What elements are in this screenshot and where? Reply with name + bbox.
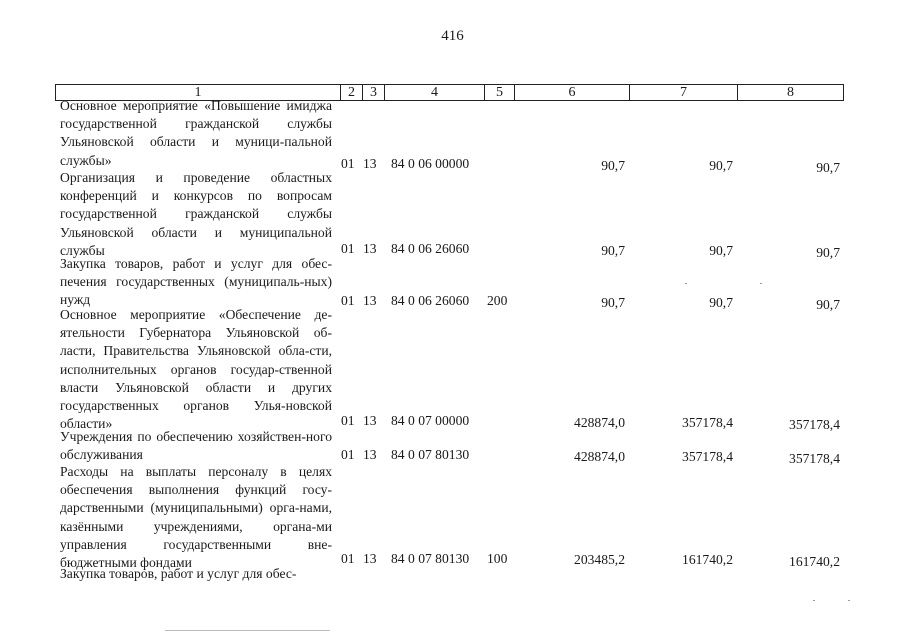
row-description: Закупка товаров, работ и услуг для обес- (60, 566, 297, 581)
row-target-code: 84 0 06 26060 (391, 241, 470, 256)
row-amount-col7: 161740,2 (682, 552, 733, 567)
header-col-4: 4 (385, 85, 485, 100)
row-section-code: 01 (341, 241, 355, 256)
row-target-code: 84 0 07 80130 (391, 447, 470, 462)
row-target-code: 84 0 06 00000 (391, 156, 470, 171)
row-description: Организация и проведение областных конференций и конкурсов по вопросам государственной гражданской службы Ульяновской области и муниципальной службы (60, 170, 332, 258)
row-amount-col7: 357178,4 (682, 449, 733, 464)
scan-speck (685, 283, 687, 284)
row-description: Основное мероприятие «Обеспечение де-ятельности Губернатора Ульяновской об-ласти, Правительства Ульяновской обла-сти, исполнительных органов государ-ственной власти Ульяновской области и других государственных органов Улья-новской области» (60, 307, 332, 432)
row-target-code: 84 0 06 26060 (391, 293, 470, 308)
page-number: 416 (441, 28, 464, 44)
row-section-code: 01 (341, 447, 355, 462)
row-amount-col6: 90,7 (601, 243, 625, 258)
row-amount-col8: 357178,4 (789, 451, 840, 466)
row-subsection-code: 13 (363, 241, 377, 256)
row-subsection-code: 13 (363, 447, 377, 462)
row-target-code: 84 0 07 80130 (391, 551, 470, 566)
row-subsection-code: 13 (363, 551, 377, 566)
scan-speck (813, 600, 815, 601)
row-amount-col6: 428874,0 (574, 449, 625, 464)
row-section-code: 01 (341, 156, 355, 171)
row-target-code: 84 0 07 00000 (391, 413, 470, 428)
row-amount-col7: 90,7 (709, 158, 733, 173)
row-subsection-code: 13 (363, 413, 377, 428)
row-expense-type: 200 (487, 293, 508, 308)
row-amount-col8: 90,7 (816, 245, 840, 260)
header-col-2: 2 (341, 85, 363, 100)
row-section-code: 01 (341, 413, 355, 428)
row-amount-col6: 203485,2 (574, 552, 625, 567)
header-col-1: 1 (56, 85, 341, 100)
scan-artifact-line (165, 630, 330, 631)
row-expense-type: 100 (487, 551, 508, 566)
row-amount-col6: 90,7 (601, 295, 625, 310)
row-subsection-code: 13 (363, 293, 377, 308)
header-col-8: 8 (787, 85, 794, 100)
header-col-7: 7 (630, 85, 738, 100)
row-amount-col7: 90,7 (709, 295, 733, 310)
row-section-code: 01 (341, 551, 355, 566)
row-amount-col6: 90,7 (601, 158, 625, 173)
row-description: Учреждения по обеспечению хозяйствен-ного обслуживания (60, 429, 332, 463)
row-amount-col8: 90,7 (816, 160, 840, 175)
row-description: Закупка товаров, работ и услуг для обес-печения государственных (муниципаль-ных) нужд (60, 256, 332, 308)
row-subsection-code: 13 (363, 156, 377, 171)
row-amount-col6: 428874,0 (574, 415, 625, 430)
scan-speck (848, 600, 850, 601)
row-amount-col7: 90,7 (709, 243, 733, 258)
row-amount-col8: 161740,2 (789, 554, 840, 569)
row-amount-col8: 357178,4 (789, 417, 840, 432)
header-col-6: 6 (515, 85, 630, 100)
header-col-3: 3 (363, 85, 385, 100)
row-amount-col8: 90,7 (816, 297, 840, 312)
row-section-code: 01 (341, 293, 355, 308)
header-col-5: 5 (485, 85, 515, 100)
row-description: Основное мероприятие «Повышение имиджа государственной гражданской службы Ульяновской области и муници-пальной службы» (60, 98, 332, 168)
scan-speck (760, 283, 762, 284)
row-amount-col7: 357178,4 (682, 415, 733, 430)
row-description: Расходы на выплаты персоналу в целях обеспечения выполнения функций госу-дарственными (муниципальными) орга-нами, казёнными учреждениями, органа-ми управления государственными вне-бюджетными фондами (60, 464, 332, 571)
